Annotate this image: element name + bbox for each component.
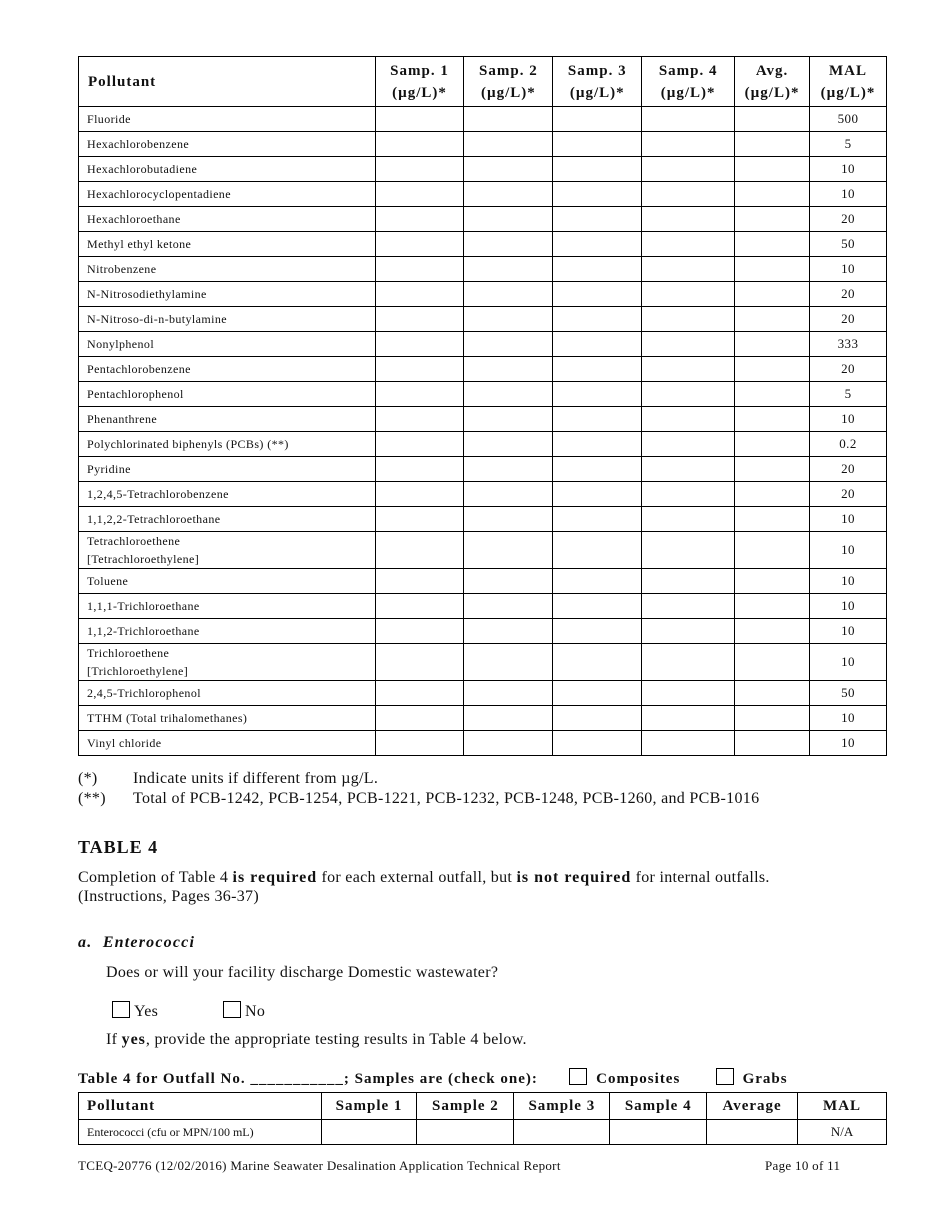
avg-cell[interactable] bbox=[735, 407, 810, 432]
footnote-units: (*) Indicate units if different from µg/L. bbox=[78, 770, 379, 787]
table-header-row bbox=[79, 57, 887, 107]
samp2-cell[interactable] bbox=[464, 432, 553, 457]
samp3-cell[interactable] bbox=[553, 681, 642, 706]
mal-value: 10 bbox=[810, 569, 887, 594]
samp4-cell[interactable] bbox=[642, 282, 735, 307]
samp4-cell[interactable] bbox=[642, 382, 735, 407]
samp1-cell[interactable] bbox=[375, 482, 464, 507]
table-row bbox=[79, 507, 887, 532]
samp1-cell[interactable] bbox=[375, 132, 464, 157]
mal-value: 20 bbox=[810, 282, 887, 307]
header-pollutant: Pollutant bbox=[79, 1093, 322, 1120]
samp2-cell[interactable] bbox=[464, 619, 553, 644]
pollutant-name: Pentachlorophenol bbox=[79, 382, 376, 407]
pollutant-name: 1,1,2-Trichloroethane bbox=[79, 619, 376, 644]
pollutant-name: 1,2,4,5-Tetrachlorobenzene bbox=[79, 482, 376, 507]
pollutant-name: Phenanthrene bbox=[79, 407, 376, 432]
mal-value: 10 bbox=[810, 619, 887, 644]
table-row bbox=[79, 207, 887, 232]
pollutant-name: Enterococci (cfu or MPN/100 mL) bbox=[79, 1120, 322, 1145]
samp4-cell[interactable] bbox=[642, 482, 735, 507]
samp4-cell[interactable] bbox=[642, 232, 735, 257]
samp2-cell[interactable] bbox=[464, 731, 553, 756]
samp3-cell[interactable] bbox=[553, 157, 642, 182]
samp3-cell[interactable] bbox=[553, 619, 642, 644]
samp1-cell[interactable] bbox=[375, 594, 464, 619]
mal-value: 20 bbox=[810, 207, 887, 232]
mal-value: 20 bbox=[810, 482, 887, 507]
header-samp3: Samp. 3 (µg/L)* bbox=[553, 57, 642, 107]
mal-value: N/A bbox=[798, 1120, 887, 1145]
table-row bbox=[79, 482, 887, 507]
samp1-cell[interactable] bbox=[375, 107, 464, 132]
samp3-cell[interactable] bbox=[553, 706, 642, 731]
table-row bbox=[79, 257, 887, 282]
avg-cell[interactable] bbox=[735, 644, 810, 681]
mal-value: 10 bbox=[810, 594, 887, 619]
samp1-cell[interactable] bbox=[375, 207, 464, 232]
table-row bbox=[79, 382, 887, 407]
samp2-cell[interactable] bbox=[464, 282, 553, 307]
samp2-cell[interactable] bbox=[464, 644, 553, 681]
mal-value: 10 bbox=[810, 706, 887, 731]
avg-cell[interactable] bbox=[735, 357, 810, 382]
samp4-cell[interactable] bbox=[642, 731, 735, 756]
samp3-cell[interactable] bbox=[553, 594, 642, 619]
table-3-pollutants bbox=[78, 56, 887, 756]
samp3-cell[interactable] bbox=[553, 232, 642, 257]
mal-value: 50 bbox=[810, 232, 887, 257]
pollutant-name: Vinyl chloride bbox=[79, 731, 376, 756]
samp3-cell[interactable] bbox=[553, 207, 642, 232]
table-row bbox=[79, 282, 887, 307]
footer-form-id: TCEQ-20776 (12/02/2016) Marine Seawater Desalination Application Technical Report bbox=[78, 1158, 561, 1173]
mal-value: 10 bbox=[810, 731, 887, 756]
pollutant-name: Fluoride bbox=[79, 107, 376, 132]
samp2-cell[interactable] bbox=[464, 532, 553, 569]
no-checkbox[interactable] bbox=[223, 1001, 241, 1018]
samp3-cell[interactable] bbox=[553, 407, 642, 432]
samp2-cell[interactable] bbox=[464, 706, 553, 731]
sample4-cell[interactable] bbox=[610, 1120, 707, 1145]
samp4-cell[interactable] bbox=[642, 132, 735, 157]
table-row bbox=[79, 1120, 887, 1145]
avg-cell[interactable] bbox=[735, 182, 810, 207]
sample3-cell[interactable] bbox=[514, 1120, 610, 1145]
samp3-cell[interactable] bbox=[553, 644, 642, 681]
mal-value: 10 bbox=[810, 532, 887, 569]
samp2-cell[interactable] bbox=[464, 382, 553, 407]
avg-cell[interactable] bbox=[735, 432, 810, 457]
mal-value: 5 bbox=[810, 382, 887, 407]
table-row bbox=[79, 357, 887, 382]
avg-cell[interactable] bbox=[735, 706, 810, 731]
sample1-cell[interactable] bbox=[321, 1120, 417, 1145]
samp3-cell[interactable] bbox=[553, 132, 642, 157]
samp3-cell[interactable] bbox=[553, 382, 642, 407]
samp2-cell[interactable] bbox=[464, 307, 553, 332]
samp4-cell[interactable] bbox=[642, 307, 735, 332]
samp4-cell[interactable] bbox=[642, 332, 735, 357]
samp1-cell[interactable] bbox=[375, 382, 464, 407]
samp2-cell[interactable] bbox=[464, 182, 553, 207]
section-a-title: a. Enterococci bbox=[78, 934, 196, 951]
samp2-cell[interactable] bbox=[464, 257, 553, 282]
table-4-intro: Completion of Table 4 is required for each external outfall, but is not required for internal outfalls. (Instructions, Pages 36-37) bbox=[78, 869, 770, 905]
table-row bbox=[79, 182, 887, 207]
samp4-cell[interactable] bbox=[642, 357, 735, 382]
samp3-cell[interactable] bbox=[553, 357, 642, 382]
table-row bbox=[79, 107, 887, 132]
samp1-cell[interactable] bbox=[375, 532, 464, 569]
samp1-cell[interactable] bbox=[375, 706, 464, 731]
samp4-cell[interactable] bbox=[642, 207, 735, 232]
pollutant-name: Hexachlorobenzene bbox=[79, 132, 376, 157]
table-header-row bbox=[79, 1093, 887, 1120]
header-average: Average bbox=[707, 1093, 798, 1120]
pollutant-name: Tetrachloroethene [Tetrachloroethylene] bbox=[79, 532, 376, 569]
avg-cell[interactable] bbox=[735, 107, 810, 132]
samp2-cell[interactable] bbox=[464, 482, 553, 507]
samp3-cell[interactable] bbox=[553, 432, 642, 457]
table-4-enterococci bbox=[78, 1092, 887, 1145]
samp4-cell[interactable] bbox=[642, 457, 735, 482]
samp2-cell[interactable] bbox=[464, 681, 553, 706]
avg-cell[interactable] bbox=[735, 594, 810, 619]
pollutant-name: N-Nitrosodiethylamine bbox=[79, 282, 376, 307]
header-sample2: Sample 2 bbox=[417, 1093, 514, 1120]
pollutant-name: 2,4,5-Trichlorophenol bbox=[79, 681, 376, 706]
samp3-cell[interactable] bbox=[553, 307, 642, 332]
mal-value: 20 bbox=[810, 357, 887, 382]
pollutant-name: Nitrobenzene bbox=[79, 257, 376, 282]
samp3-cell[interactable] bbox=[553, 482, 642, 507]
samp4-cell[interactable] bbox=[642, 157, 735, 182]
avg-cell[interactable] bbox=[735, 507, 810, 532]
pollutant-name: Nonylphenol bbox=[79, 332, 376, 357]
mal-value: 10 bbox=[810, 644, 887, 681]
samp4-cell[interactable] bbox=[642, 681, 735, 706]
avg-cell[interactable] bbox=[735, 307, 810, 332]
pollutant-name: 1,1,1-Trichloroethane bbox=[79, 594, 376, 619]
samp2-cell[interactable] bbox=[464, 207, 553, 232]
mal-value: 5 bbox=[810, 132, 887, 157]
samp2-cell[interactable] bbox=[464, 157, 553, 182]
footnote-pcb: (**) Total of PCB-1242, PCB-1254, PCB-1221, PCB-1232, PCB-1248, PCB-1260, and PCB-1016 bbox=[78, 790, 760, 807]
samp1-cell[interactable] bbox=[375, 157, 464, 182]
samp2-cell[interactable] bbox=[464, 357, 553, 382]
samp4-cell[interactable] bbox=[642, 706, 735, 731]
samp1-cell[interactable] bbox=[375, 507, 464, 532]
samp3-cell[interactable] bbox=[553, 532, 642, 569]
samp1-cell[interactable] bbox=[375, 357, 464, 382]
mal-value: 10 bbox=[810, 407, 887, 432]
samp3-cell[interactable] bbox=[553, 107, 642, 132]
avg-cell[interactable] bbox=[735, 207, 810, 232]
samp2-cell[interactable] bbox=[464, 107, 553, 132]
samp2-cell[interactable] bbox=[464, 132, 553, 157]
samp1-cell[interactable] bbox=[375, 432, 464, 457]
grabs-label: Grabs bbox=[742, 1071, 788, 1087]
sample2-cell[interactable] bbox=[417, 1120, 514, 1145]
samp4-cell[interactable] bbox=[642, 532, 735, 569]
mal-value: 0.2 bbox=[810, 432, 887, 457]
table-row bbox=[79, 432, 887, 457]
samp1-cell[interactable] bbox=[375, 407, 464, 432]
samp2-cell[interactable] bbox=[464, 594, 553, 619]
samp3-cell[interactable] bbox=[553, 182, 642, 207]
table-row bbox=[79, 307, 887, 332]
samp4-cell[interactable] bbox=[642, 619, 735, 644]
samp1-cell[interactable] bbox=[375, 681, 464, 706]
domestic-question: Does or will your facility discharge Domestic wastewater? bbox=[106, 964, 499, 981]
table-row bbox=[79, 157, 887, 182]
avg-cell[interactable] bbox=[735, 282, 810, 307]
avg-cell[interactable] bbox=[735, 232, 810, 257]
header-sample1: Sample 1 bbox=[321, 1093, 417, 1120]
samp2-cell[interactable] bbox=[464, 407, 553, 432]
samp4-cell[interactable] bbox=[642, 644, 735, 681]
table-row bbox=[79, 332, 887, 357]
samp3-cell[interactable] bbox=[553, 457, 642, 482]
pollutant-name: N-Nitroso-di-n-butylamine bbox=[79, 307, 376, 332]
samp1-cell[interactable] bbox=[375, 619, 464, 644]
samp1-cell[interactable] bbox=[375, 232, 464, 257]
table-row bbox=[79, 457, 887, 482]
samp1-cell[interactable] bbox=[375, 644, 464, 681]
yes-checkbox[interactable] bbox=[112, 1001, 130, 1018]
samp2-cell[interactable] bbox=[464, 507, 553, 532]
mal-value: 500 bbox=[810, 107, 887, 132]
pollutant-name: Methyl ethyl ketone bbox=[79, 232, 376, 257]
samp1-cell[interactable] bbox=[375, 457, 464, 482]
samp4-cell[interactable] bbox=[642, 182, 735, 207]
samp2-cell[interactable] bbox=[464, 457, 553, 482]
table-row bbox=[79, 706, 887, 731]
table-row bbox=[79, 594, 887, 619]
samp4-cell[interactable] bbox=[642, 432, 735, 457]
avg-cell[interactable] bbox=[735, 569, 810, 594]
samp1-cell[interactable] bbox=[375, 307, 464, 332]
table-row bbox=[79, 569, 887, 594]
samp4-cell[interactable] bbox=[642, 257, 735, 282]
avg-cell[interactable] bbox=[735, 619, 810, 644]
samp3-cell[interactable] bbox=[553, 332, 642, 357]
if-yes-instruction: If yes, provide the appropriate testing results in Table 4 below. bbox=[106, 1031, 527, 1048]
yes-option[interactable]: Yes bbox=[112, 1001, 158, 1021]
pollutant-name: Hexachlorocyclopentadiene bbox=[79, 182, 376, 207]
table-row bbox=[79, 681, 887, 706]
samp1-cell[interactable] bbox=[375, 257, 464, 282]
outfall-number-field[interactable]: ___________ bbox=[250, 1071, 344, 1087]
table-row bbox=[79, 407, 887, 432]
samp3-cell[interactable] bbox=[553, 257, 642, 282]
pollutant-name: Trichloroethene [Trichloroethylene] bbox=[79, 644, 376, 681]
table-row bbox=[79, 132, 887, 157]
avg-cell[interactable] bbox=[735, 382, 810, 407]
mal-value: 10 bbox=[810, 257, 887, 282]
pollutant-name: Pentachlorobenzene bbox=[79, 357, 376, 382]
samp1-cell[interactable] bbox=[375, 332, 464, 357]
samp4-cell[interactable] bbox=[642, 407, 735, 432]
outfall-line: Table 4 for Outfall No. ___________; Samples are (check one): Composites Grabs bbox=[78, 1068, 890, 1088]
samp4-cell[interactable] bbox=[642, 569, 735, 594]
samp2-cell[interactable] bbox=[464, 569, 553, 594]
mal-value: 20 bbox=[810, 307, 887, 332]
pollutant-name: 1,1,2,2-Tetrachloroethane bbox=[79, 507, 376, 532]
pollutant-name: TTHM (Total trihalomethanes) bbox=[79, 706, 376, 731]
samp1-cell[interactable] bbox=[375, 731, 464, 756]
composites-checkbox[interactable] bbox=[569, 1068, 587, 1085]
mal-value: 10 bbox=[810, 507, 887, 532]
pollutant-name: Hexachloroethane bbox=[79, 207, 376, 232]
avg-cell[interactable] bbox=[735, 132, 810, 157]
avg-cell[interactable] bbox=[735, 332, 810, 357]
samp3-cell[interactable] bbox=[553, 569, 642, 594]
table-row bbox=[79, 644, 887, 681]
samp3-cell[interactable] bbox=[553, 282, 642, 307]
samp1-cell[interactable] bbox=[375, 569, 464, 594]
samp3-cell[interactable] bbox=[553, 507, 642, 532]
avg-cell[interactable] bbox=[735, 731, 810, 756]
no-option[interactable]: No bbox=[223, 1001, 265, 1021]
header-avg: Avg. (µg/L)* bbox=[735, 57, 810, 107]
samp1-cell[interactable] bbox=[375, 282, 464, 307]
mal-value: 10 bbox=[810, 157, 887, 182]
composites-label: Composites bbox=[596, 1071, 681, 1087]
avg-cell[interactable] bbox=[735, 257, 810, 282]
mal-value: 333 bbox=[810, 332, 887, 357]
samp2-cell[interactable] bbox=[464, 232, 553, 257]
avg-cell[interactable] bbox=[735, 532, 810, 569]
mal-value: 50 bbox=[810, 681, 887, 706]
mal-value: 20 bbox=[810, 457, 887, 482]
avg-cell[interactable] bbox=[735, 681, 810, 706]
header-samp4: Samp. 4 (µg/L)* bbox=[642, 57, 735, 107]
pollutant-name: Toluene bbox=[79, 569, 376, 594]
header-samp2: Samp. 2 (µg/L)* bbox=[464, 57, 553, 107]
table-row bbox=[79, 232, 887, 257]
mal-value: 10 bbox=[810, 182, 887, 207]
samp4-cell[interactable] bbox=[642, 507, 735, 532]
footer-page-number: Page 10 of 11 bbox=[765, 1158, 841, 1173]
samp4-cell[interactable] bbox=[642, 107, 735, 132]
header-mal: MAL bbox=[798, 1093, 887, 1120]
samp3-cell[interactable] bbox=[553, 731, 642, 756]
table-row bbox=[79, 731, 887, 756]
header-pollutant: Pollutant bbox=[79, 57, 376, 107]
avg-cell[interactable] bbox=[735, 482, 810, 507]
average-cell[interactable] bbox=[707, 1120, 798, 1145]
header-sample3: Sample 3 bbox=[514, 1093, 610, 1120]
samp4-cell[interactable] bbox=[642, 594, 735, 619]
table-row bbox=[79, 532, 887, 569]
pollutant-name: Polychlorinated biphenyls (PCBs) (**) bbox=[79, 432, 376, 457]
header-sample4: Sample 4 bbox=[610, 1093, 707, 1120]
samp1-cell[interactable] bbox=[375, 182, 464, 207]
header-mal: MAL (µg/L)* bbox=[810, 57, 887, 107]
table-4-heading: TABLE 4 bbox=[78, 837, 159, 857]
header-samp1: Samp. 1 (µg/L)* bbox=[375, 57, 464, 107]
table-row bbox=[79, 619, 887, 644]
avg-cell[interactable] bbox=[735, 457, 810, 482]
avg-cell[interactable] bbox=[735, 157, 810, 182]
samp2-cell[interactable] bbox=[464, 332, 553, 357]
pollutant-name: Hexachlorobutadiene bbox=[79, 157, 376, 182]
pollutant-name: Pyridine bbox=[79, 457, 376, 482]
grabs-checkbox[interactable] bbox=[716, 1068, 734, 1085]
